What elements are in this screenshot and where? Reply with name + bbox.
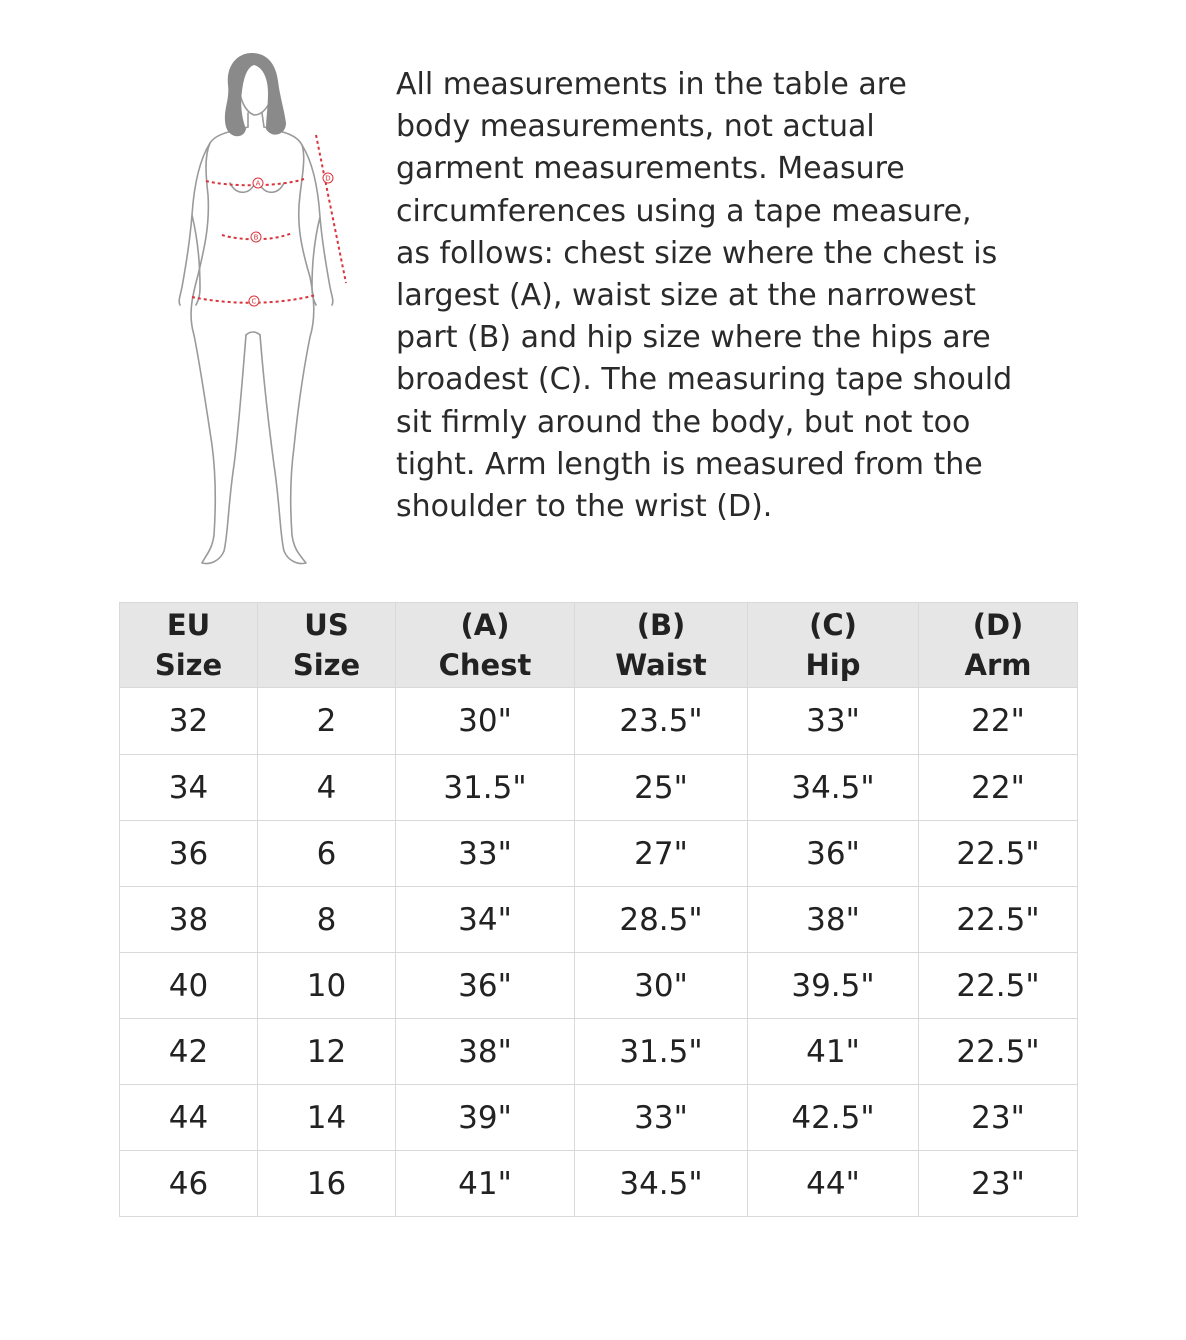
table-cell: 33" [748,688,919,755]
table-cell: 42.5" [748,1085,919,1151]
table-cell: 34 [120,755,258,821]
intro-line: largest (A), waist size at the narrowest [396,278,976,314]
table-cell: 30" [396,688,575,755]
header-arm: (D) Arm [919,603,1078,688]
table-row [120,953,1078,1019]
marker-a: A [255,179,261,188]
table-cell: 14 [258,1085,396,1151]
table-cell: 22.5" [919,821,1078,887]
table-cell: 22.5" [919,887,1078,953]
table-cell: 8 [258,887,396,953]
table-cell: 40 [120,953,258,1019]
header-chest: (A) Chest [396,603,575,688]
table-row [120,755,1078,821]
table-cell: 42 [120,1019,258,1085]
table-cell: 28.5" [575,887,748,953]
marker-c: C [251,297,257,306]
female-silhouette-icon [150,35,370,575]
table-cell: 34" [396,887,575,953]
size-chart-table [119,602,1078,1217]
table-cell: 31.5" [396,755,575,821]
marker-d: D [325,174,331,183]
table-row [120,1151,1078,1217]
table-cell: 39" [396,1085,575,1151]
table-cell: 38" [396,1019,575,1085]
intro-line: All measurements in the table are [396,67,907,102]
body-measurement-figure [150,35,370,575]
intro-line: shoulder to the wrist (D). [396,489,773,525]
table-row [120,1019,1078,1085]
intro-line: broadest (C). The measuring tape should [396,362,1013,398]
table-cell: 36" [396,953,575,1019]
table-row [120,688,1078,755]
intro-line: part (B) and hip size where the hips are [396,320,991,356]
intro-line: circumferences using a tape measure, [396,193,972,229]
measurement-instructions [396,64,1056,528]
table-cell: 27" [575,821,748,887]
table-cell: 34.5" [748,755,919,821]
table-cell: 44" [748,1151,919,1217]
table-cell: 25" [575,755,748,821]
intro-line: garment measurements. Measure [396,151,905,187]
table-cell: 2 [258,688,396,755]
intro-line: tight. Arm length is measured from the [396,446,983,482]
hair-shape [225,53,286,136]
table-cell: 33" [396,821,575,887]
table-header-row [120,603,1078,688]
header-us-size: US Size [258,603,396,688]
table-cell: 22" [919,688,1078,755]
table-cell: 4 [258,755,396,821]
intro-line: as follows: chest size where the chest is [396,235,998,271]
table-cell: 41" [396,1151,575,1217]
intro-line: body measurements, not actual [396,109,875,145]
table-cell: 38 [120,887,258,953]
table-row [120,1085,1078,1151]
header-eu-size: EU Size [120,603,258,688]
table-cell: 22.5" [919,953,1078,1019]
table-cell: 41" [748,1019,919,1085]
table-cell: 16 [258,1151,396,1217]
table-cell: 32 [120,688,258,755]
table-cell: 38" [748,887,919,953]
table-cell: 12 [258,1019,396,1085]
table-cell: 39.5" [748,953,919,1019]
table-cell: 44 [120,1085,258,1151]
table-cell: 36" [748,821,919,887]
table-row [120,887,1078,953]
header-hip: (C) Hip [748,603,919,688]
table-cell: 36 [120,821,258,887]
table-cell: 46 [120,1151,258,1217]
table-cell: 10 [258,953,396,1019]
marker-b: B [253,233,259,242]
table-cell: 30" [575,953,748,1019]
header-waist: (B) Waist [575,603,748,688]
table-cell: 23" [919,1151,1078,1217]
intro-line: sit firmly around the body, but not too [396,404,971,440]
table-row [120,821,1078,887]
table-cell: 34.5" [575,1151,748,1217]
table-cell: 33" [575,1085,748,1151]
table-cell: 23.5" [575,688,748,755]
table-cell: 6 [258,821,396,887]
table-cell: 22.5" [919,1019,1078,1085]
table-cell: 23" [919,1085,1078,1151]
table-cell: 31.5" [575,1019,748,1085]
table-cell: 22" [919,755,1078,821]
